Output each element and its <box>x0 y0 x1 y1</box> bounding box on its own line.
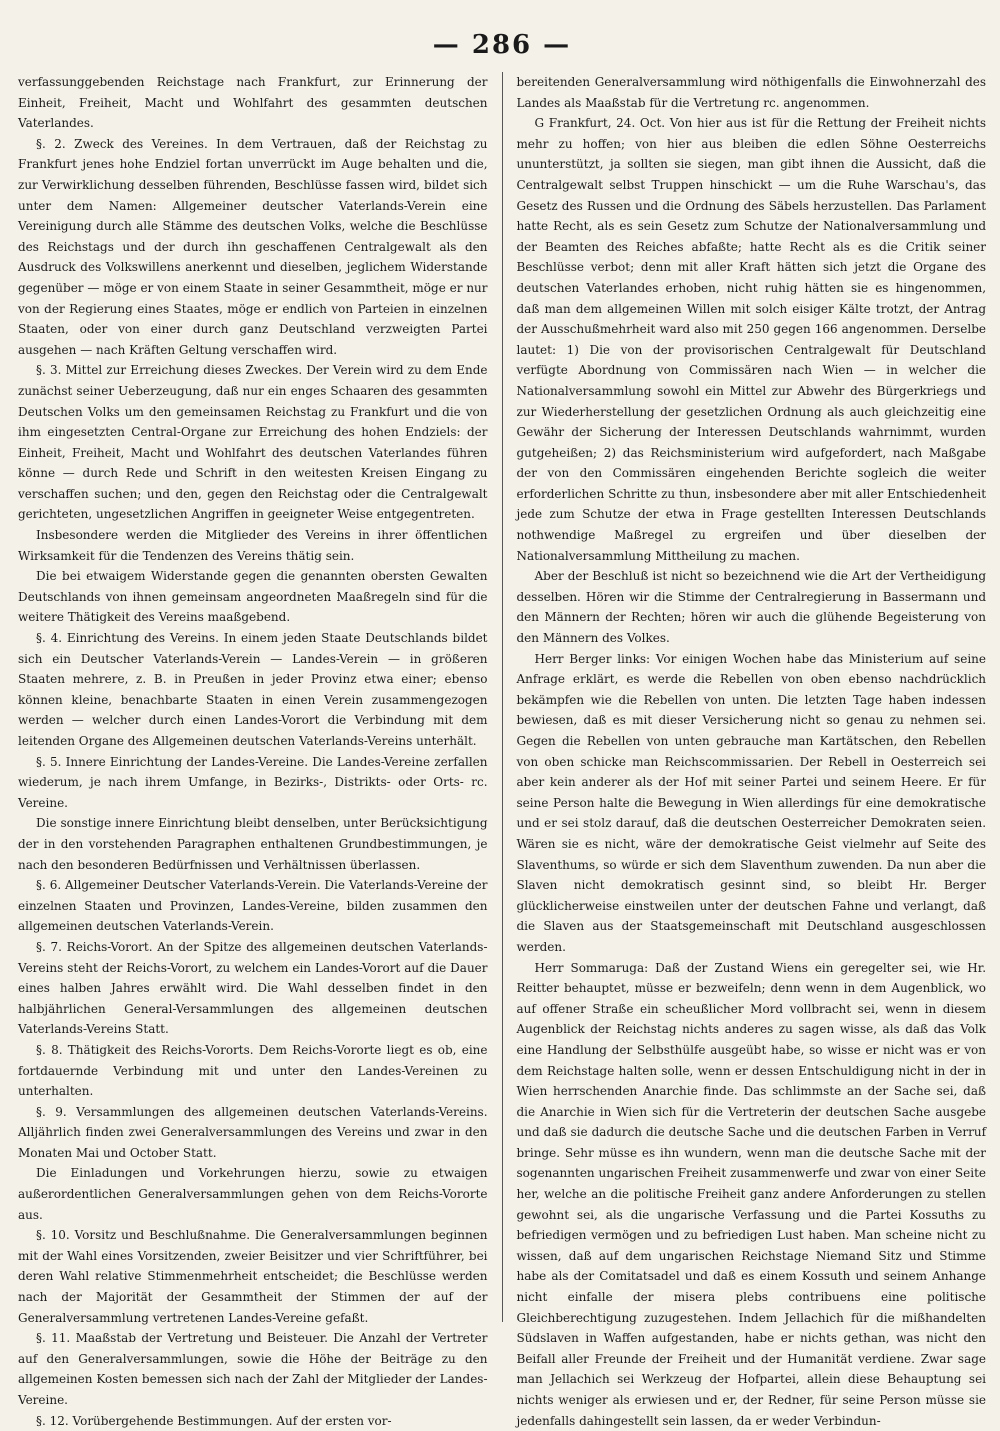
paragraph: G Frankfurt, 24. Oct. Von hier aus ist für die Rettung der Freiheit nichts mehr zu hoffen; von hier aus bleiben die edlen Söhne Oesterreichs ununterstützt, ja sollten sie siegen, man gibt ihnen die Aussicht, daß die Centralgewalt selbst Truppen hinschickt — um die Ruhe Warschau's, das Gesetz des Russen und die Ordnung des Säbels herzustellen. Das Parlament hatte Recht, als es sein Gesetz zum Schutze der Nationalversammlung und der Beamten des Reiches abfaßte; hatte Recht als es die Critik seiner Beschlüsse verbot; denn mit aller Kraft hätten sich jetzt die Organe des deutschen Vaterlandes erhoben, nicht ruhig hätten sie es hingenommen, daß man dem allgemeinen Willen mit solch eisiger Kälte trotzt, der Antrag der Ausschußmehrheit ward also mit 250 gegen 166 angenommen. Derselbe lautet: 1) Die von der provisorischen Centralgewalt für Deutschland verfügte Abordnung von Commissären nach Wien — in welcher die Nationalversammlung sowohl ein Mittel zur Abwehr des Bürgerkriegs und zur Wiederherstellung der gesetzlichen Ordnung als auch gleichzeitig eine Gewähr der Sicherung der Interessen Deutschlands wahrnimmt, wurden gutgeheißen; 2) das Reichsministerium wird aufgefordert, nach Maßgabe der von den Commissären eingehenden Berichte sogleich die weiter erforderlichen Schritte zu thun, insbesondere aber mit aller Entschiedenheit jede zum Schutze der etwa in Frage gestellten Interessen Deutschlands nothwendige Maßregel zu ergreifen und über dieselben der Nationalversammlung Mittheilung zu machen. <box>516 116 987 563</box>
paragraph: §. 12. Vorübergehende Bestimmungen. Auf der ersten vor- <box>36 1413 392 1428</box>
paragraph: Die bei etwaigem Widerstande gegen die genannten obersten Gewalten Deutschlands von ihnen gemeinsam angeordneten Maaßregeln sind für die weitere Thätigkeit des Vereins maaßgebend. <box>18 569 488 625</box>
paragraph: Herr Sommaruga: Daß der Zustand Wiens ein geregelter sei, wie Hr. Reitter behauptet, müsse er bezweifeln; denn wenn in dem Augenblick, wo auf offener Straße ein scheußlicher Mord vollbracht sei, wenn in diesem Augenblick der Reichstag nichts anderes zu sagen wisse, als daß das Volk eine Handlung der Selbsthülfe ausgeübt habe, so wisse er nicht was er von dem Reichstage halten solle, wenn er dessen Entschuldigung nicht in der in Wien herrschenden Anarchie finde. Das schlimmste an der Sache sei, daß die Anarchie in Wien sich für die Vertreterin der deutschen Sache ausgebe und daß sie dadurch die deutsche Sache und die deutschen Farben in Verruf bringe. Sehr müsse es ihn wundern, wenn man die deutsche Sache mit der sogenannten ungarischen Freiheit zusammenwerfe und zwar von einer Seite her, welche an die politische Freiheit ganz andere Anforderungen zu stellen gewohnt sei, als die ungarische Verfassung und die Partei Kossuths zu befriedigen vermögen und zu befriedigen Lust haben. Man scheine nicht zu wissen, daß auf dem ungarischen Reichstage Niemand Sitz und Stimme habe als der Comitatsadel und daß es einem Kossuth und seinem Anhange nicht einfalle der misera plebs contribuens eine politische Gleichberechtigung zuzugestehen. Indem Jellachich für die mißhandelten Südslaven in Waffen aufgestanden, habe er nichts gethan, was nicht den Beifall aller Freunde der Freiheit und der Humanität verdiene. Zwar sage man Jellachich sei Werkzeug der Hofpartei, allein diese Behauptung sei nichts weniger als erwiesen und er, der Redner, für seine Person müsse sie jedenfalls dahingestellt sein lassen, da er weder Verbindun- <box>516 960 987 1428</box>
paragraph: §. 3. Mittel zur Erreichung dieses Zweckes. Der Verein wird zu dem Ende zunächst seiner Ueberzeugung, daß nur ein enges Schaaren des gesammten Deutschen Volks um den gemeinsamen Reichstag zu Frankfurt und die von ihm eingesetzten Central-Organe zur Erreichung des hohen Endziels: der Einheit, Freiheit, Macht und Wohlfahrt des deutschen Vaterlandes führen könne — durch Rede und Schrift in den weitesten Kreisen Eingang zu verschaffen suchen; und den, gegen den Reichstag oder die Centralgewalt gerichteten, ungesetzlichen Angriffen in geeigneter Weise entgegentreten. <box>18 363 488 522</box>
paragraph: §. 5. Innere Einrichtung der Landes-Vereine. Die Landes-Vereine zerfallen wiederum, je nach ihrem Umfange, in Bezirks-, Distrikts- oder Orts- rc. Vereine. <box>18 754 488 810</box>
paragraph: §. 2. Zweck des Vereines. In dem Vertrauen, daß der Reichstag zu Frankfurt jenes hohe Endziel fortan unverrückt im Auge behalten und die, zur Verwirklichung desselben führenden, Beschlüsse fassen wird, bildet sich unter dem Namen: Allgemeiner deutscher Vaterlands-Verein eine Vereinigung durch alle Stämme des deutschen Volks, welche die Beschlüsse des Reichstags und der durch ihn geschaffenen Centralgewalt als den Ausdruck des Volkswillens anerkennt und dieselben, jeglichem Widerstande gegenüber — möge er von einem Staate in seiner Gesammtheit, möge er nur von der Regierung eines Staates, möge er endlich von Parteien in einzelnen Staaten, oder von einer durch ganz Deutschland verzweigten Partei ausgehen — nach Kräften Geltung verschaffen wird. <box>18 136 488 357</box>
paragraph: §. 11. Maaßstab der Vertretung und Beisteuer. Die Anzahl der Vertreter auf den Generalversammlungen, sowie die Höhe der Beiträge zu den allgemeinen Kosten bemessen sich nach der Zahl der Mitglieder der Landes-Vereine. <box>18 1331 488 1407</box>
paragraph: Herr Berger links: Vor einigen Wochen habe das Ministerium auf seine Anfrage erklärt, es werde die Rebellen von oben ebenso nachdrücklich bekämpfen wie die Rebellen von unten. Die letzten Tage haben indessen bewiesen, daß es mit dieser Versicherung nicht so genau zu nehmen sei. Gegen die Rebellen von unten gebrauche man Kartätschen, den Rebellen von oben schicke man Reichscommissarien. Der Rebell in Oesterreich sei aber kein anderer als der Hof mit seiner Partei und seinem Heere. Er für seine Person halte die Bewegung in Wien allerdings für eine demokratische und er sei stolz darauf, daß die deutschen Oesterreicher Demokraten seien. Wären sie es nicht, wäre der demokratische Geist vielmehr auf Seite des Slaventhums, so würde er sich dem Slaventhum zuwenden. Da nun aber die Slaven nicht demokratisch gesinnt sind, so bleibt Hr. Berger glücklicherweise einstweilen unter der deutschen Fahne und verlangt, daß die Slaven aus der Staatsgemeinschaft mit Deutschland ausgeschlossen werden. <box>516 651 987 954</box>
paragraph: Insbesondere werden die Mitglieder des Vereins in ihrer öffentlichen Wirksamkeit für die Tendenzen des Vereins thätig sein. <box>18 528 488 563</box>
paragraph: §. 8. Thätigkeit des Reichs-Vororts. Dem Reichs-Vororte liegt es ob, eine fortdauernde Verbindung mit und unter den Landes-Vereinen zu unterhalten. <box>18 1042 488 1099</box>
paragraph: §. 4. Einrichtung des Vereins. In einem jeden Staate Deutschlands bildet sich ein Deutscher Vaterlands-Verein — Landes-Verein — in größeren Staaten mehrere, z. B. in Preußen in jeder Provinz etwa einer; ebenso können kleine, benachbarte Staaten in einen Verein zusammengezogen werden — welcher durch einen Landes-Vorort die Verbindung mit dem leitenden Organe des Allgemeinen deutschen Vaterlands-Vereins unterhält. <box>18 631 488 748</box>
page-number: — 286 — <box>432 30 572 60</box>
paragraph: Die Einladungen und Vorkehrungen hierzu, sowie zu etwaigen außerordentlichen Generalversammlungen gehen von dem Reichs-Vororte aus. <box>18 1166 488 1222</box>
paragraph: §. 7. Reichs-Vorort. An der Spitze des allgemeinen deutschen Vaterlands-Vereins steht der Reichs-Vorort, zu welchem ein Landes-Vorort auf die Dauer eines halben Jahres erwählt wird. Die Wahl desselben findet in den halbjährlichen General-Versammlungen des allgemeinen deutschen Vaterlands-Vereins Statt. <box>18 939 488 1037</box>
paragraph: §. 10. Vorsitz und Beschlußnahme. Die Generalversammlungen beginnen mit der Wahl eines Vorsitzenden, zweier Beisitzer und vier Schriftführer, bei deren Wahl relative Stimmenmehrheit entscheidet; die Beschlüsse werden nach der Majorität der Gesammtheit der Stimmen der auf der Generalversammlung vertretenen Landes-Vereine gefaßt. <box>18 1228 488 1325</box>
text-columns <box>18 72 987 1428</box>
column-divider <box>502 72 503 1322</box>
paragraph: Aber der Beschluß ist nicht so bezeichnend wie die Art der Vertheidigung desselben. Hören wir die Stimme der Centralregierung in Bassermann und den Männern der Rechten; hören wir auch die glühende Begeisterung von den Männern des Volkes. <box>516 569 987 646</box>
paragraph: Die sonstige innere Einrichtung bleibt denselben, unter Berücksichtigung der in den vorstehenden Paragraphen enthaltenen Grundbestimmungen, je nach den besonderen Bedürfnissen und Verhältnissen überlassen. <box>18 816 488 872</box>
paragraph: bereitenden Generalversammlung wird nöthigenfalls die Einwohnerzahl des Landes als Maaßstab für die Vertretung rc. angenommen. <box>516 75 987 110</box>
paragraph: verfassunggebenden Reichstage nach Frankfurt, zur Erinnerung der Einheit, Freiheit, Macht und Wohlfahrt des gesammten deutschen Vaterlandes. <box>18 75 488 131</box>
paragraph: §. 6. Allgemeiner Deutscher Vaterlands-Verein. Die Vaterlands-Vereine der einzelnen Staaten und Provinzen, Landes-Vereine, bilden zusammen den allgemeinen deutschen Vaterlands-Verein. <box>18 878 488 934</box>
left-column <box>18 72 488 1428</box>
paragraph: §. 9. Versammlungen des allgemeinen deutschen Vaterlands-Vereins. Alljährlich finden zwei Generalversammlungen des Vereins und zwar in den Monaten Mai und October Statt. <box>18 1104 488 1160</box>
right-column <box>516 72 987 1428</box>
